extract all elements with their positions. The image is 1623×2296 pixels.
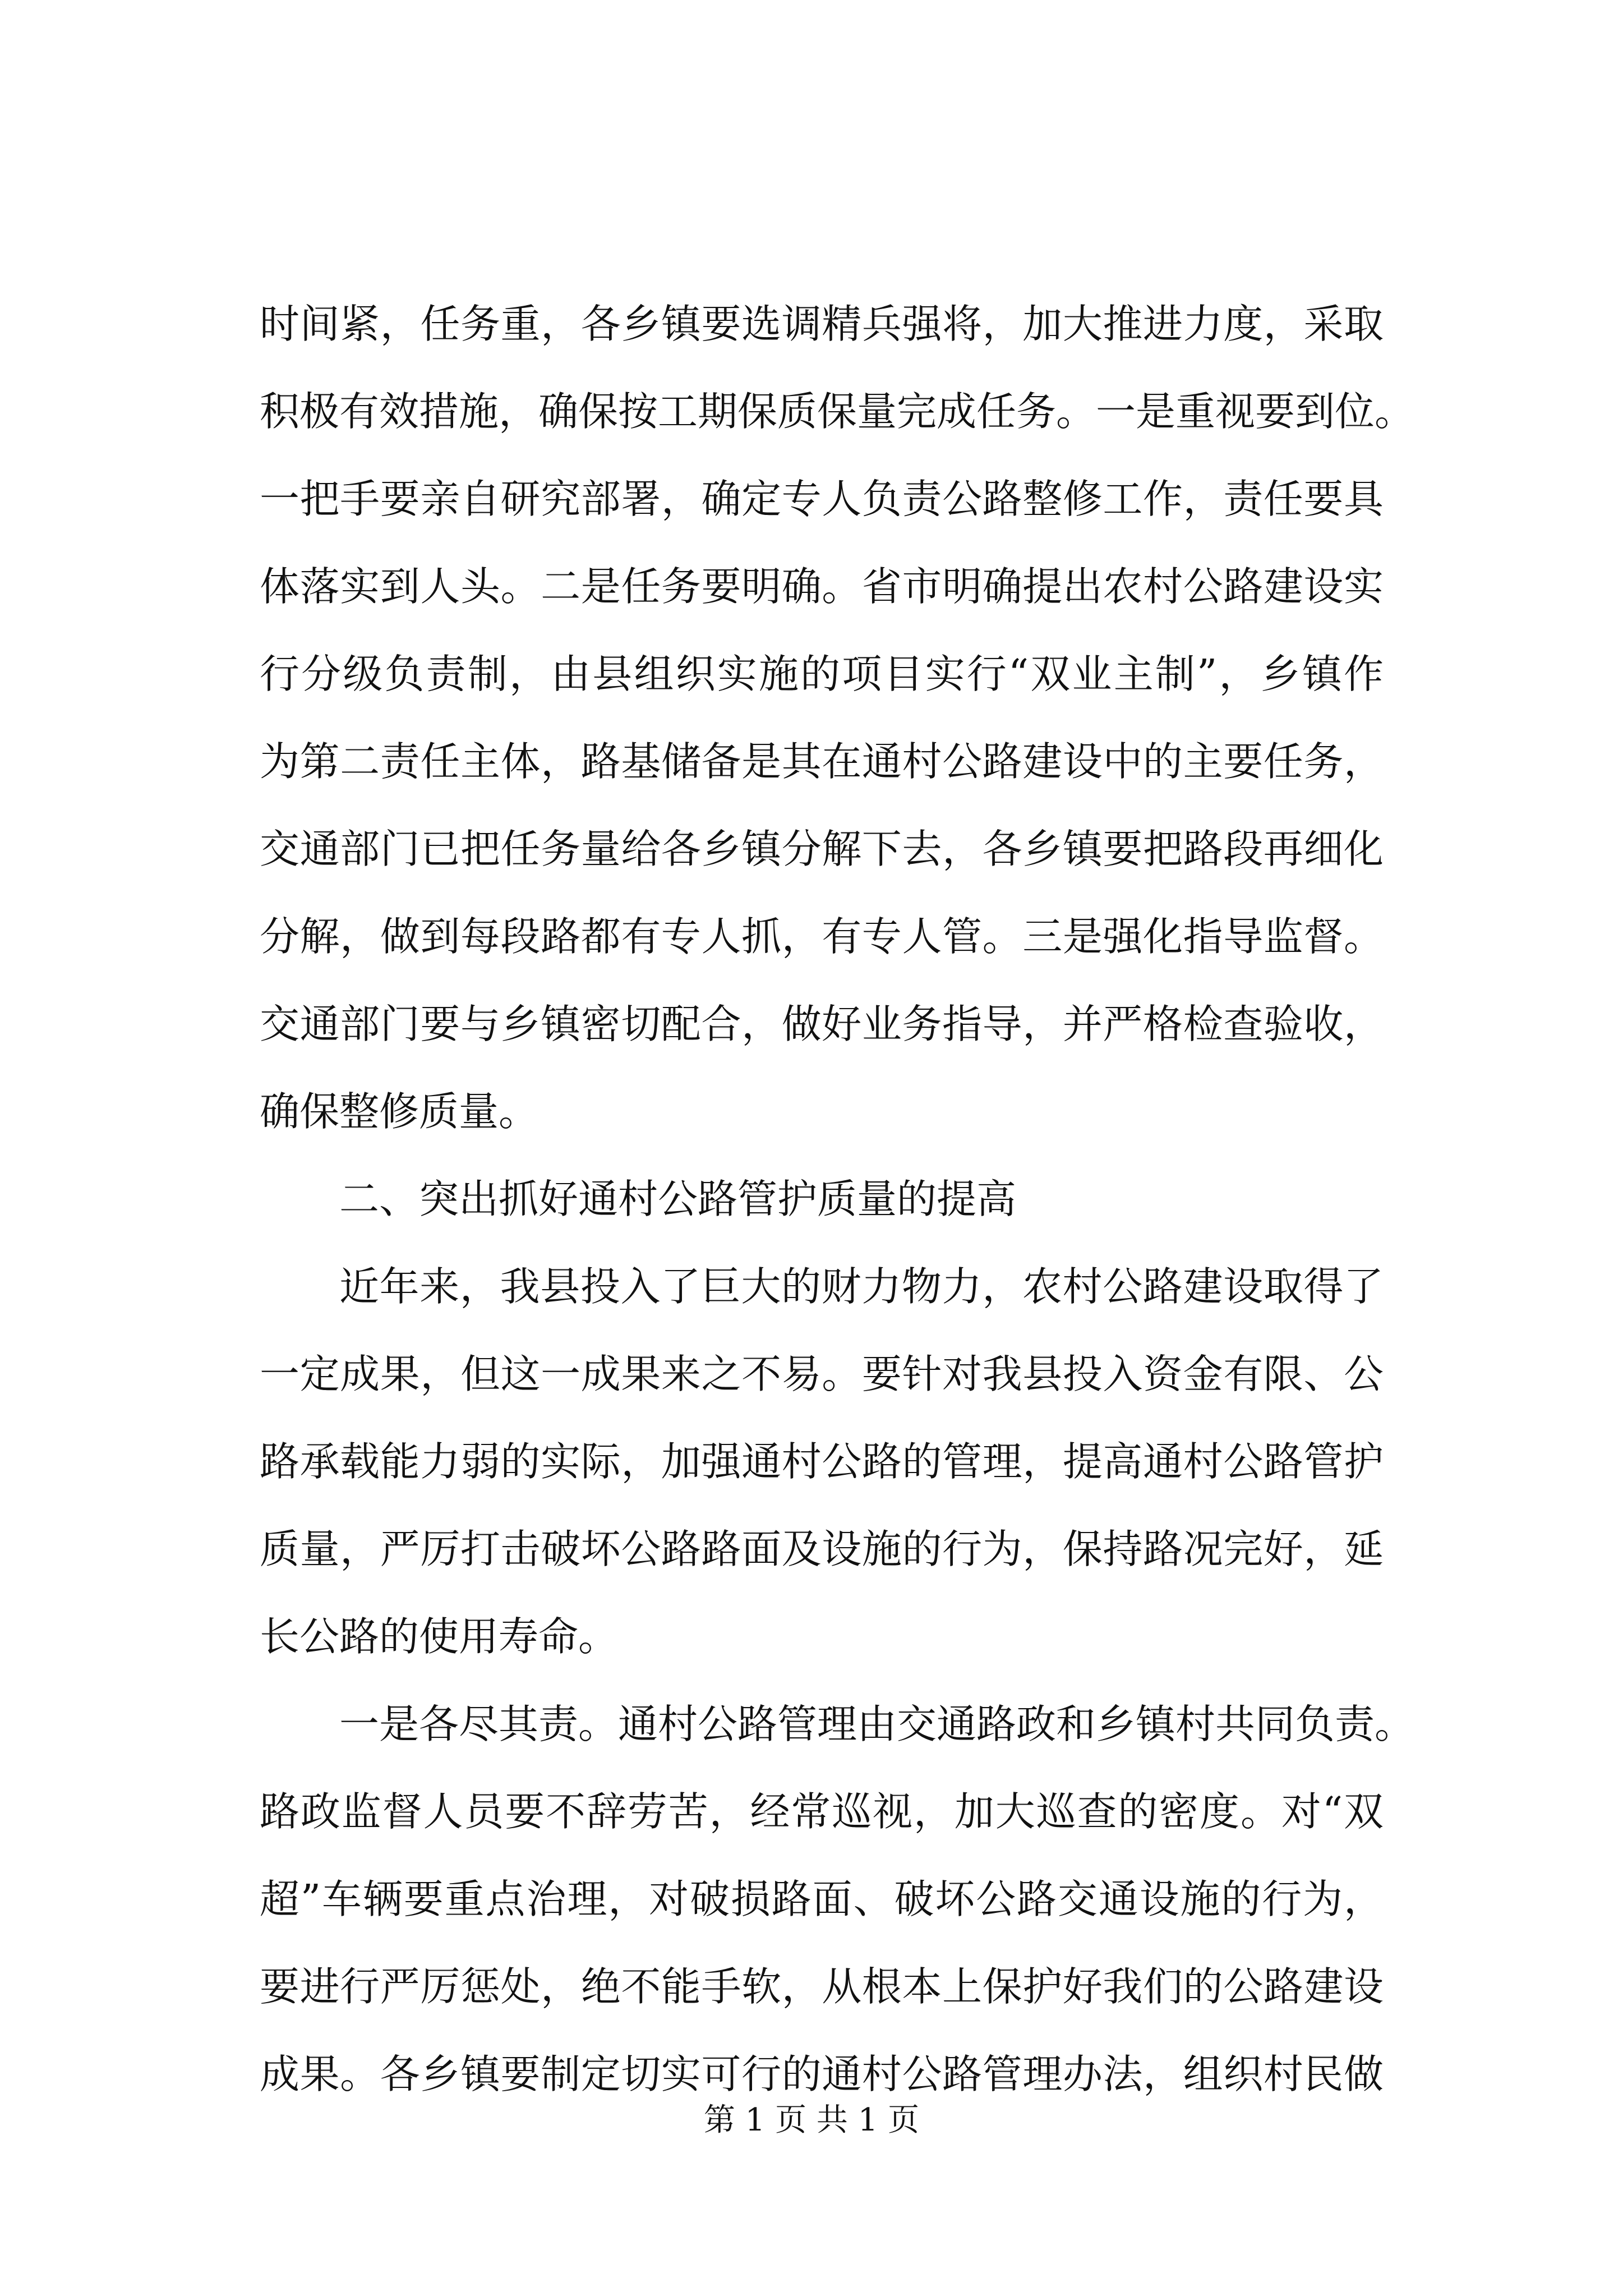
text-line: 一是各尽其责。通村公路管理由交通路政和乡镇村共同负责。: [339, 1701, 1415, 1747]
text-line: 行分级负责制，由县组织实施的项目实行“双业主制”，乡镇作: [260, 651, 1384, 697]
text-line: 超”车辆要重点治理，对破损路面、破坏公路交通设施的行为，: [260, 1876, 1384, 1922]
text-line: 交通部门已把任务量给各乡镇分解下去，各乡镇要把路段再细化: [260, 826, 1384, 872]
text-line: 积极有效措施，确保按工期保质保量完成任务。一是重视要到位。: [260, 388, 1415, 435]
page-number-footer: 第 1 页 共 1 页: [703, 2102, 920, 2138]
text-line: 近年来，我县投入了巨大的财力物力，农村公路建设取得了: [339, 1263, 1384, 1310]
text-line: 分解，做到每段路都有专人抓，有专人管。三是强化指导监督。: [260, 913, 1384, 960]
text-line: 质量，严厉打击破坏公路路面及设施的行为，保持路况完好，延: [260, 1526, 1384, 1572]
text-line: 成果。各乡镇要制定切实可行的通村公路管理办法，组织村民做: [260, 2051, 1384, 2097]
text-line: 一把手要亲自研究部署，确定专人负责公路整修工作，责任要具: [260, 476, 1384, 522]
text-line: 路承载能力弱的实际，加强通村公路的管理，提高通村公路管护: [260, 1438, 1384, 1485]
text-line: 确保整修质量。: [260, 1088, 539, 1135]
text-line: 路政监督人员要不辞劳苦，经常巡视，加大巡查的密度。对“双: [260, 1788, 1384, 1835]
text-line: 体落实到人头。二是任务要明确。省市明确提出农村公路建设实: [260, 563, 1384, 610]
section-heading: 二、突出抓好通村公路管护质量的提高: [339, 1176, 1017, 1222]
text-line: 长公路的使用寿命。: [260, 1613, 619, 1660]
text-line: 为第二责任主体，路基储备是其在通村公路建设中的主要任务，: [260, 738, 1384, 785]
text-line: 一定成果，但这一成果来之不易。要针对我县投入资金有限、公: [260, 1351, 1384, 1397]
text-line: 要进行严厉惩处，绝不能手软，从根本上保护好我们的公路建设: [260, 1963, 1384, 2010]
text-line: 时间紧，任务重，各乡镇要选调精兵强将，加大推进力度，采取: [260, 301, 1384, 347]
document-body: [260, 280, 1415, 2118]
text-line: 交通部门要与乡镇密切配合，做好业务指导，并严格检查验收，: [260, 1001, 1384, 1047]
